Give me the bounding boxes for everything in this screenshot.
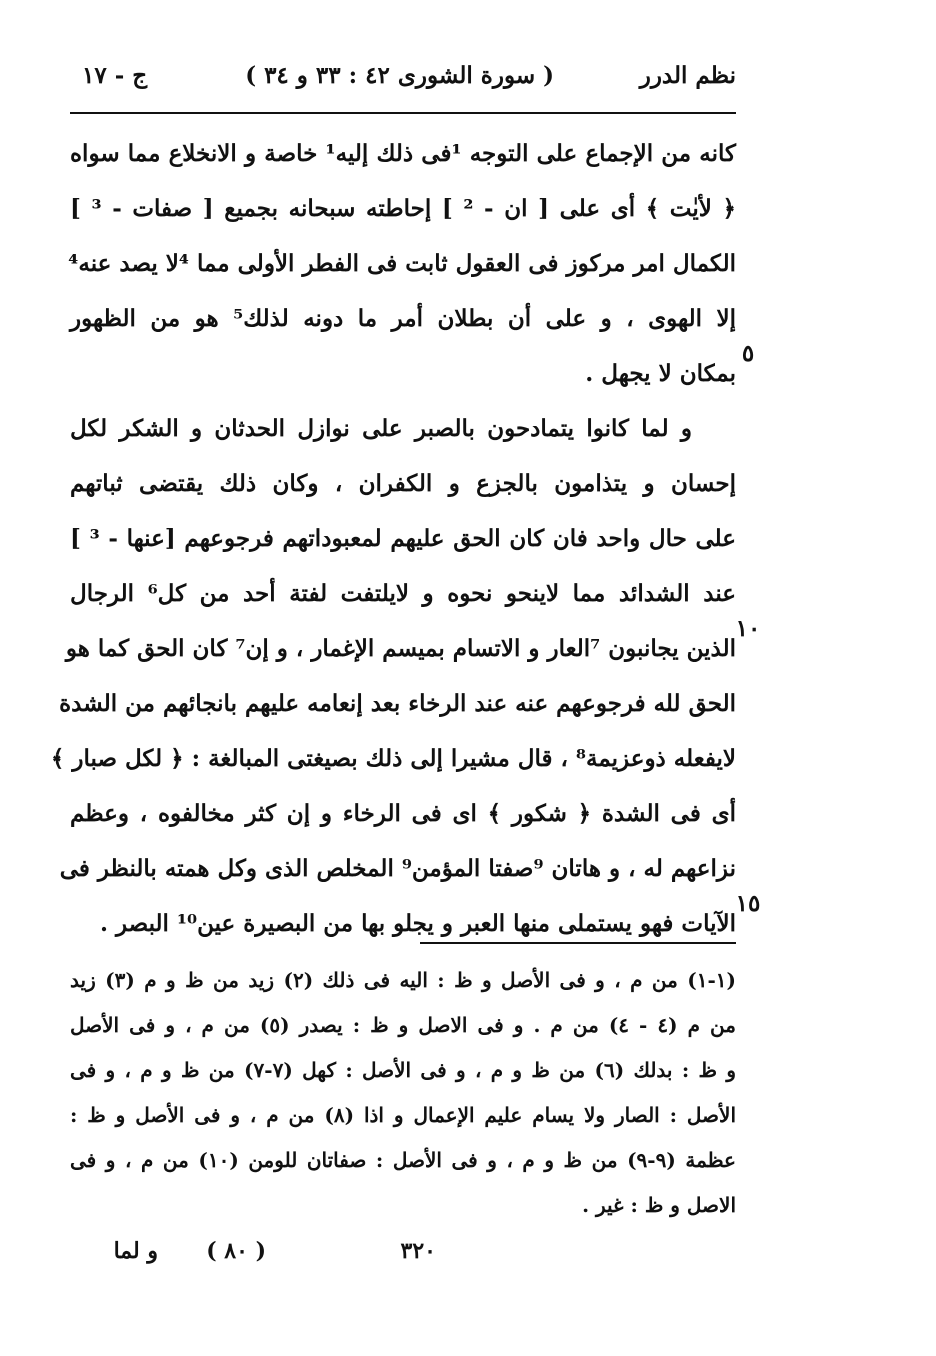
text-line: أى فى الشدة ﴿ شكور ﴾ اى فى الرخاء و إن كثر مخالفوه ، وعظم [70, 800, 736, 827]
book-title: نظم الدرر [639, 62, 736, 89]
text-line: الحق لله فرجوعهم عنه عند الرخاء بعد إنعامه عليهم بانجائهم من الشدة [59, 690, 736, 717]
text-line: عند الشدائد مما لاينحو نحوه و لايلتفت لفتة أحد من كل⁶ الرجال [70, 580, 736, 607]
page-footer [70, 1238, 736, 1274]
line-number-10: ١٠ [735, 615, 761, 642]
text-line: الذين يجانبون ⁷العار و الاتسام بميسم الإغمار ، و إن⁷ كان الحق كما هو [65, 635, 736, 662]
text-line: الكمال امر مركوز فى العقول ثابت فى الفطر الأولى مما ⁴لا يصد عنه⁴ [68, 250, 736, 277]
text-line: على حال واحد فان كان الحق عليهم لمعبوداتهم فرجوعهم [عنها - ³ ] [70, 525, 737, 552]
text-line: إحسان و يتذامون بالجزع و الكفران ، وكان ذلك يقتضى ثباتهم [70, 470, 736, 497]
text-line: و لما كانوا يتمادحون بالصبر على نوازل الحدثان و الشكر لكل [70, 415, 692, 442]
text-line: الآيات فهو يستملى منها العبر و يجلو بها من البصيرة عين¹⁰ البصر . [99, 910, 736, 937]
line-number-5: ٥ [741, 340, 755, 367]
footnote-line: من م (٤ - ٤) من م . و فى الاصل و ظ : يصدر (٥) من م ، و فى الأصل [70, 1013, 736, 1037]
catchword: و لما [113, 1238, 158, 1264]
footnote-line: (١-١) من م ، و فى الأصل و ظ : اليه فى ذلك (٢) زيد من ظ و م (٣) زيد [70, 968, 736, 992]
text-line: لايفعله ذوعزيمة⁸ ، قال مشيرا إلى ذلك بصيغتى المبالغة : ﴿ لكل صبار ﴾ [50, 745, 736, 772]
page-number: ٣٢٠ [400, 1238, 436, 1264]
footnotes [70, 958, 736, 1228]
footnote-line: عظمة (٩-٩) من ظ و م ، و فى الأصل : صفاتان للومن (١٠) من م ، و فى [70, 1148, 736, 1172]
running-header [70, 62, 736, 102]
surah-reference: ( سورة الشورى ٤٢ : ٣٣ و ٣٤ ) [245, 62, 554, 89]
text-line: كانه من الإجماع على التوجه ¹فى ذلك إليه¹ خاصة و الانخلاع مما سواه [70, 140, 736, 167]
main-text [50, 126, 737, 951]
footnote-line: الاصل و ظ : غير . [582, 1193, 736, 1217]
footnote-line: الأصل : الصار ولا يسام عليم الإعمال و اذا (٨) من م ، و فى الأصل و ظ : [70, 1103, 736, 1127]
volume-label: ج - ١٧ [82, 62, 148, 89]
footnote-line: و ظ : بدلك (٦) من ظ و م ، و فى الأصل : كهل (٧-٧) من ظ و م ، و فى [70, 1058, 736, 1082]
footnote-rule [420, 942, 736, 944]
line-number-15: ١٥ [735, 890, 761, 917]
signature-mark: ( ٨٠ ) [206, 1238, 266, 1264]
text-line: ﴿ لأيٰت ﴾ أى على [ ان - ² ] إحاطته سبحانه بجميع [ صفات - ³ ] [70, 195, 736, 222]
text-line: نزاعهم له ، و هاتان ⁹صفتا المؤمن⁹ المخلص الذى وكل همته بالنظر فى [59, 855, 736, 882]
text-line: بمكان لا يجهل . [585, 360, 736, 387]
header-rule [70, 112, 736, 114]
text-line: إلا الهوى ، و على أن بطلان أمر ما دونه لذلك⁵ هو من الظهور [70, 305, 737, 332]
